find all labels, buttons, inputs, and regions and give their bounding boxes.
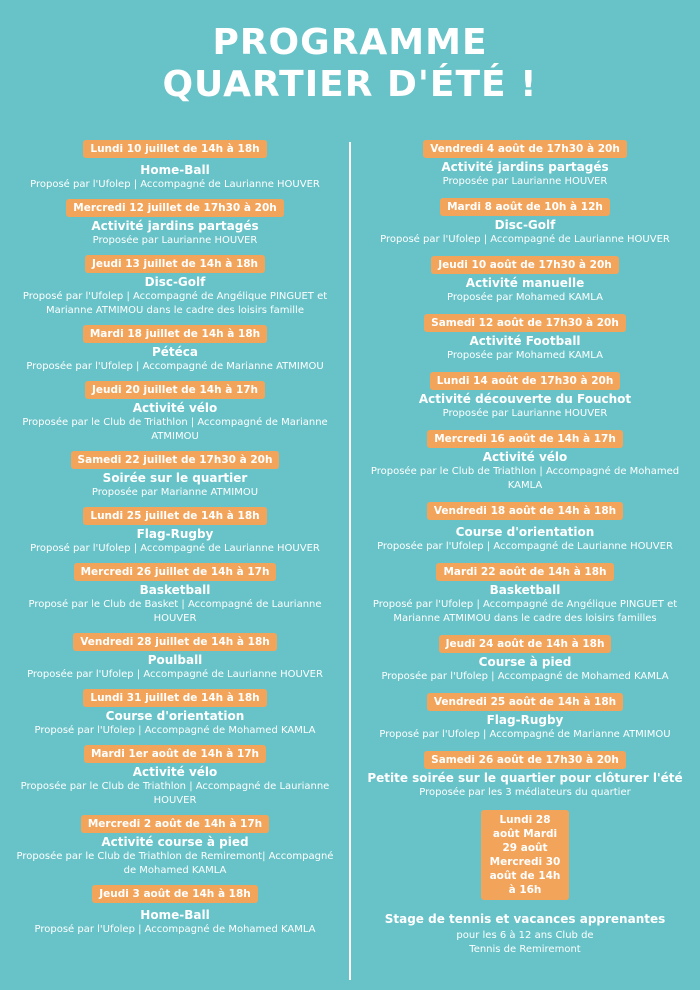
event-activity: Activité vélo <box>482 450 568 464</box>
event-description: Proposée par Laurianne HOUVER <box>442 176 608 187</box>
event-date: Lundi 31 juillet de 14h à 18h <box>83 689 266 707</box>
event-activity: Course d'orientation <box>105 709 245 723</box>
event-description: Proposée par Mohamed KAMLA <box>447 292 603 303</box>
event-date: Jeudi 10 août de 17h30 à 20h <box>431 256 618 274</box>
event-date: Vendredi 18 août de 14h à 18h <box>427 502 623 520</box>
event-activity: Activité vélo <box>132 765 218 779</box>
event-description: Proposée par l'Ufolep | Accompagné de Laurianne HOUVER <box>377 541 673 552</box>
event-description: Proposé par l'Ufolep | Accompagné de Angélique PINGUET et Marianne ATMIMOU dans le cadre des loisirs familles <box>372 599 678 624</box>
event-description: Proposée par Marianne ATMIMOU <box>91 487 259 498</box>
event-activity: Stage de tennis et vacances apprenantes <box>384 912 666 926</box>
event-description: Proposée par le Club de Triathlon | Accompagné de Laurianne HOUVER <box>20 781 330 806</box>
event-activity: Activité découverte du Fouchot <box>418 392 632 406</box>
event <box>12 812 338 878</box>
event-description: Proposée par Laurianne HOUVER <box>442 408 608 419</box>
event-date: Vendredi 4 août de 17h30 à 20h <box>423 140 627 158</box>
event <box>12 560 338 626</box>
event <box>12 742 338 808</box>
page-title-line-2: QUARTIER D'ÉTÉ ! <box>162 64 538 105</box>
event-date: Samedi 12 août de 17h30 à 20h <box>424 314 626 332</box>
event-description: Proposée par l'Ufolep | Accompagné de Laurianne HOUVER <box>27 669 323 680</box>
event-activity: Activité jardins partagés <box>441 160 609 174</box>
event-activity: Course à pied <box>478 655 572 669</box>
event-activity: Activité course à pied <box>101 835 249 849</box>
event-description: Proposée par Laurianne HOUVER <box>92 235 258 246</box>
event <box>12 322 338 374</box>
event-date: Jeudi 20 juillet de 14h à 17h <box>85 381 265 399</box>
page-title-line-1: PROGRAMME <box>212 22 488 63</box>
event-activity: Flag-Rugby <box>136 527 214 541</box>
event <box>362 427 688 493</box>
event <box>362 137 688 189</box>
event-date: Lundi 25 juillet de 14h à 18h <box>83 507 266 525</box>
event-date: Lundi 10 juillet de 14h à 18h <box>83 140 266 158</box>
event-activity: Activité vélo <box>132 401 218 415</box>
event-description: Proposé par l'Ufolep | Accompagné de Laurianne HOUVER <box>380 234 670 245</box>
event-date: Mercredi 2 août de 14h à 17h <box>81 815 269 833</box>
event-date: Samedi 22 juillet de 17h30 à 20h <box>71 451 280 469</box>
event-activity: Soirée sur le quartier <box>102 471 248 485</box>
event <box>362 560 688 626</box>
event <box>12 882 338 937</box>
event-date: Mercredi 26 juillet de 14h à 17h <box>74 563 277 581</box>
event-description: pour les 6 à 12 ans Club de Tennis de Remiremont <box>456 930 594 955</box>
event-activity: Disc-Golf <box>144 275 206 289</box>
event-activity: Activité Football <box>469 334 581 348</box>
event-description: Proposé par l'Ufolep | Accompagné de Mohamed KAMLA <box>34 924 316 935</box>
event <box>12 378 338 444</box>
event <box>12 196 338 248</box>
event-date: Lundi 14 août de 17h30 à 20h <box>430 372 621 390</box>
event-date: Jeudi 13 juillet de 14h à 18h <box>85 255 265 273</box>
event-activity: Course d'orientation <box>455 525 595 539</box>
event-date: Lundi 28 août Mardi 29 août Mercredi 30 août de 14h à 16h <box>481 810 569 900</box>
event-description: Proposée par l'Ufolep | Accompagné de Mohamed KAMLA <box>381 671 669 682</box>
event <box>362 632 688 684</box>
event <box>362 195 688 247</box>
event-date: Mardi 18 juillet de 14h à 18h <box>83 325 267 343</box>
event-description: Proposée par les 3 médiateurs du quartier <box>419 787 631 798</box>
event-description: Proposé par l'Ufolep | Accompagné de Marianne ATMIMOU <box>379 729 671 740</box>
event-date: Mardi 22 août de 14h à 18h <box>436 563 613 581</box>
event-description: Proposée par Mohamed KAMLA <box>447 350 603 361</box>
event <box>12 252 338 318</box>
event-description: Proposé par le Club de Basket | Accompagné de Laurianne HOUVER <box>28 599 322 624</box>
event <box>362 748 688 800</box>
event-description: Proposée par le Club de Triathlon | Accompagné de Mohamed KAMLA <box>370 466 680 491</box>
event-description: Proposé par l'Ufolep | Accompagné de Laurianne HOUVER <box>30 179 320 190</box>
event-description: Proposé par l'Ufolep | Accompagné de Mohamed KAMLA <box>34 725 316 736</box>
event-date: Jeudi 24 août de 14h à 18h <box>439 635 612 653</box>
event-description: Proposé par l'Ufolep | Accompagné de Angélique PINGUET et Marianne ATMIMOU dans le cadre des loisirs famille <box>22 291 328 316</box>
event-activity: Petite soirée sur le quartier pour clôturer l'été <box>367 771 683 785</box>
event-date: Vendredi 28 juillet de 14h à 18h <box>73 633 277 651</box>
event <box>362 311 688 363</box>
event-date: Jeudi 3 août de 14h à 18h <box>92 885 258 903</box>
event-activity: Basketball <box>489 583 561 597</box>
event-activity: Activité jardins partagés <box>91 219 259 233</box>
event-date: Mardi 1er août de 14h à 17h <box>84 745 266 763</box>
column-divider <box>349 142 351 980</box>
event <box>12 137 338 192</box>
event-activity: Pétéca <box>151 345 199 359</box>
event-description: Proposée par le Club de Triathlon | Accompagné de Marianne ATMIMOU <box>22 417 328 442</box>
event-description: Proposée par l'Ufolep | Accompagné de Marianne ATMIMOU <box>26 361 324 372</box>
event-activity: Poulball <box>147 653 203 667</box>
event <box>12 686 338 738</box>
event-activity: Basketball <box>139 583 211 597</box>
event-description: Proposé par l'Ufolep | Accompagné de Laurianne HOUVER <box>30 543 320 554</box>
event-activity: Disc-Golf <box>494 218 556 232</box>
event <box>362 369 688 421</box>
event-date: Samedi 26 août de 17h30 à 20h <box>424 751 626 769</box>
event <box>12 504 338 556</box>
event-activity: Home-Ball <box>140 163 210 177</box>
event <box>362 690 688 742</box>
event-date: Mardi 8 août de 10h à 12h <box>440 198 610 216</box>
event <box>362 253 688 305</box>
event <box>362 499 688 554</box>
event-activity: Home-Ball <box>140 908 210 922</box>
event-date: Mercredi 16 août de 14h à 17h <box>427 430 623 448</box>
event-activity: Flag-Rugby <box>486 713 564 727</box>
event <box>12 448 338 500</box>
left-column <box>12 137 338 937</box>
event-description: Proposée par le Club de Triathlon de Remiremont| Accompagné de Mohamed KAMLA <box>16 851 334 876</box>
event <box>362 810 688 957</box>
event <box>12 630 338 682</box>
event-date: Vendredi 25 août de 14h à 18h <box>427 693 623 711</box>
right-column <box>362 137 688 957</box>
event-activity: Activité manuelle <box>465 276 585 290</box>
event-date: Mercredi 12 juillet de 17h30 à 20h <box>66 199 283 217</box>
